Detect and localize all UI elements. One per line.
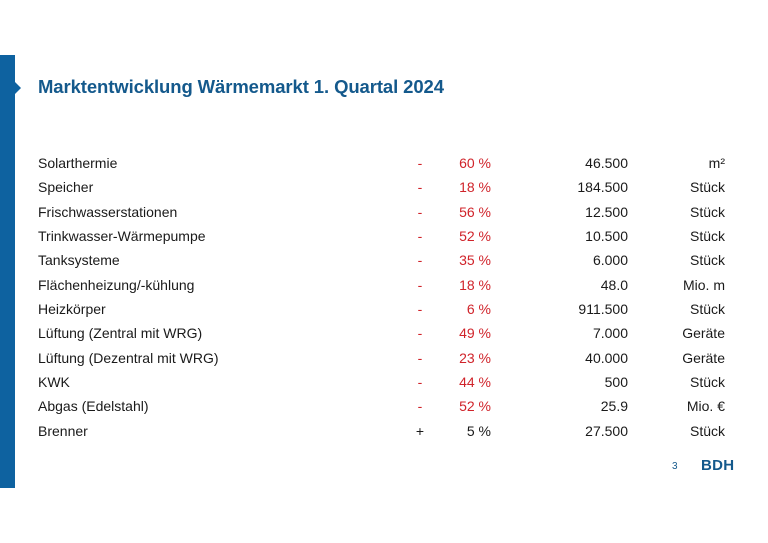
table-row	[38, 323, 728, 347]
row-value: 911.500	[578, 301, 628, 318]
row-unit: Stück	[689, 203, 725, 220]
table-row	[38, 202, 728, 226]
row-sign: -	[417, 155, 423, 171]
row-sign: -	[417, 252, 423, 269]
row-value: 27.500	[585, 422, 628, 439]
row-label: Lüftung (Dezentral mit WRG)	[38, 349, 219, 366]
row-change: 49 %	[459, 325, 491, 342]
row-unit: Mio. €	[686, 398, 725, 415]
row-sign: -	[417, 398, 423, 415]
row-label: Trinkwasser-Wärmepumpe	[38, 228, 206, 245]
row-label: Abgas (Edelstahl)	[38, 398, 149, 415]
row-sign: -	[417, 325, 423, 342]
row-change: 5 %	[466, 422, 491, 439]
page-number: 3	[672, 461, 678, 472]
bdh-logo: BDH	[701, 457, 735, 474]
row-change: 44 %	[459, 374, 491, 391]
row-sign: -	[417, 301, 423, 318]
row-sign: -	[417, 228, 423, 245]
row-unit: Geräte	[682, 349, 725, 366]
table-row	[38, 421, 728, 445]
side-arrow-marker	[15, 82, 21, 94]
row-value: 7.000	[592, 325, 628, 342]
row-change: 52 %	[459, 398, 491, 415]
row-sign: -	[417, 203, 423, 220]
table-row	[38, 250, 728, 274]
table-row	[38, 153, 728, 177]
row-unit: Stück	[689, 252, 725, 269]
row-value: 6.000	[592, 252, 628, 269]
side-accent-bar	[0, 55, 15, 488]
row-label: Speicher	[38, 179, 94, 196]
row-unit: Stück	[689, 301, 725, 318]
row-change: 18 %	[459, 276, 491, 293]
row-sign: +	[415, 422, 425, 439]
table-row	[38, 348, 728, 372]
row-label: Lüftung (Zentral mit WRG)	[38, 325, 203, 342]
row-sign: -	[417, 179, 423, 196]
row-unit: Stück	[689, 179, 725, 196]
row-unit: m²	[708, 155, 725, 171]
row-value: 12.500	[585, 203, 628, 220]
row-value: 40.000	[585, 349, 628, 366]
row-label: Tanksysteme	[38, 252, 120, 269]
row-change: 23 %	[459, 349, 491, 366]
row-change: 18 %	[459, 179, 491, 196]
row-change: 56 %	[459, 203, 491, 220]
market-table	[38, 153, 728, 445]
row-value: 184.500	[577, 179, 628, 196]
row-change: 52 %	[459, 228, 491, 245]
table-row	[38, 299, 728, 323]
table-row	[38, 396, 728, 420]
row-value: 10.500	[585, 228, 628, 245]
row-unit: Stück	[689, 374, 725, 391]
row-unit: Geräte	[682, 325, 725, 342]
row-label: Brenner	[38, 422, 88, 439]
row-label: KWK	[38, 374, 70, 391]
table-row	[38, 372, 728, 396]
row-value: 46.500	[585, 155, 628, 171]
table-row	[38, 275, 728, 299]
row-label: Solarthermie	[38, 155, 118, 171]
row-change: 60 %	[459, 155, 491, 171]
row-sign: -	[417, 349, 423, 366]
slide-title: Marktentwicklung Wärmemarkt 1. Quartal 2024	[38, 76, 444, 97]
row-value: 25.9	[600, 398, 628, 415]
table-row	[38, 226, 728, 250]
row-sign: -	[417, 374, 423, 391]
row-unit: Stück	[689, 422, 725, 439]
row-label: Flächenheizung/-kühlung	[38, 276, 195, 293]
table-row	[38, 177, 728, 201]
row-label: Frischwasserstationen	[38, 203, 178, 220]
row-label: Heizkörper	[38, 301, 106, 318]
row-change: 6 %	[466, 301, 491, 318]
row-sign: -	[417, 276, 423, 293]
row-unit: Mio. m	[683, 276, 725, 293]
row-value: 48.0	[600, 276, 628, 293]
row-value: 500	[604, 374, 628, 391]
row-unit: Stück	[689, 228, 725, 245]
row-change: 35 %	[459, 252, 491, 269]
